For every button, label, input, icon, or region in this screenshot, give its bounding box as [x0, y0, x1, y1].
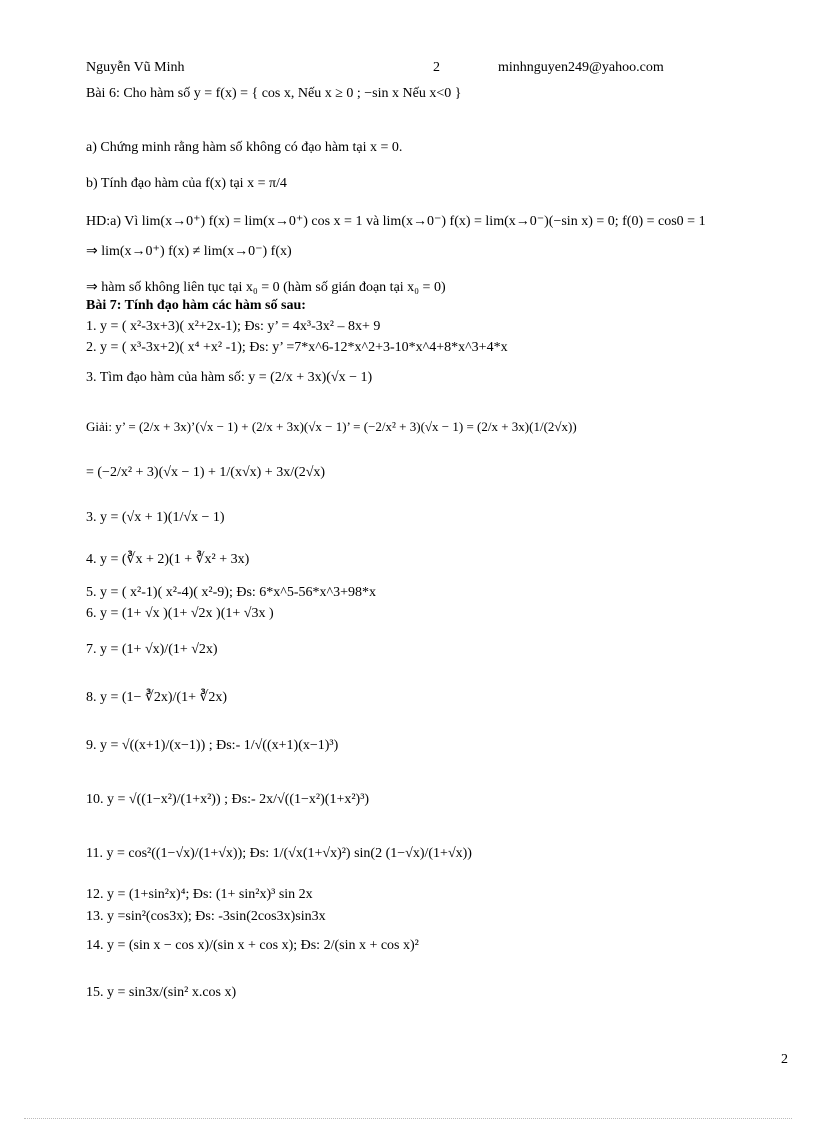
problem-4: 4. y = (∛x + 2)(1 + ∛x² + 3x)	[86, 552, 250, 567]
problem-8: 8. y = (1− ∛2x)/(1+ ∛2x)	[86, 690, 228, 705]
problem-11: 11. y = cos²((1−√x)/(1+√x)); Đs: 1/(√x(1+√x)²) sin(2 (1−√x)/(1+√x))	[86, 846, 472, 861]
exercise-7-title: Bài 7: Tính đạo hàm các hàm số sau:	[86, 298, 306, 313]
hint-limits: HD:a) Vì lim(x→0⁺) f(x) = lim(x→0⁺) cos x = 1 và lim(x→0⁻) f(x) = lim(x→0⁻)(−sin x) = 0; f(0) = cos0 = 1	[86, 214, 706, 229]
footer-divider	[24, 1118, 792, 1119]
problem-13: 13. y =sin²(cos3x); Đs: -3sin(2cos3x)sin3x	[86, 909, 326, 924]
hint-limits-unequal: ⇒ lim(x→0⁺) f(x) ≠ lim(x→0⁻) f(x)	[86, 244, 292, 259]
hint-discontinuous: ⇒ hàm số không liên tục tại x₀ = 0 (hàm số gián đoạn tại x₀ = 0)	[86, 280, 446, 295]
problem-9: 9. y = √((x+1)/(x−1)) ; Đs:- 1/√((x+1)(x−1)³)	[86, 738, 339, 753]
footer-page-number: 2	[781, 1052, 788, 1067]
problem-14: 14. y = (sin x − cos x)/(sin x + cos x); Đs: 2/(sin x + cos x)²	[86, 938, 419, 953]
problem-3b: 3. y = (√x + 1)(1/√x − 1)	[86, 510, 225, 525]
problem-12: 12. y = (1+sin²x)⁴; Đs: (1+ sin²x)³ sin 2x	[86, 887, 313, 902]
problem-1: 1. y = ( x²-3x+3)( x²+2x-1); Đs: y’ = 4x³-3x² – 8x+ 9	[86, 319, 381, 334]
solution-line-2: = (−2/x² + 3)(√x − 1) + 1/(x√x) + 3x/(2√x)	[86, 465, 326, 480]
exercise-6-statement: Bài 6: Cho hàm số y = f(x) = { cos x, Nếu x ≥ 0 ; −sin x Nếu x<0 }	[86, 86, 462, 101]
problem-5: 5. y = ( x²-1)( x²-4)( x²-9); Đs: 6*x^5-56*x^3+98*x	[86, 585, 376, 600]
problem-15: 15. y = sin3x/(sin² x.cos x)	[86, 985, 237, 1000]
problem-3: 3. Tìm đạo hàm của hàm số: y = (2/x + 3x)(√x − 1)	[86, 370, 373, 385]
problem-2: 2. y = ( x³-3x+2)( x⁴ +x² -1); Đs: y’ =7*x^6-12*x^2+3-10*x^4+8*x^3+4*x	[86, 340, 508, 355]
header-author: Nguyễn Vũ Minh	[86, 60, 185, 75]
exercise-6-part-b: b) Tính đạo hàm của f(x) tại x = π/4	[86, 176, 287, 191]
header-email: minhnguyen249@yahoo.com	[498, 60, 664, 75]
header-page-number: 2	[433, 60, 440, 75]
problem-10: 10. y = √((1−x²)/(1+x²)) ; Đs:- 2x/√((1−x²)(1+x²)³)	[86, 792, 370, 807]
problem-6: 6. y = (1+ √x )(1+ √2x )(1+ √3x )	[86, 606, 274, 621]
solution-line-1: Giải: y’ = (2/x + 3x)’(√x − 1) + (2/x + 3x)(√x − 1)’ = (−2/x² + 3)(√x − 1) = (2/x + 3x)(1/(2√x))	[86, 419, 577, 434]
exercise-6-part-a: a) Chứng minh rằng hàm số không có đạo hàm tại x = 0.	[86, 140, 403, 155]
problem-7: 7. y = (1+ √x)/(1+ √2x)	[86, 642, 218, 657]
